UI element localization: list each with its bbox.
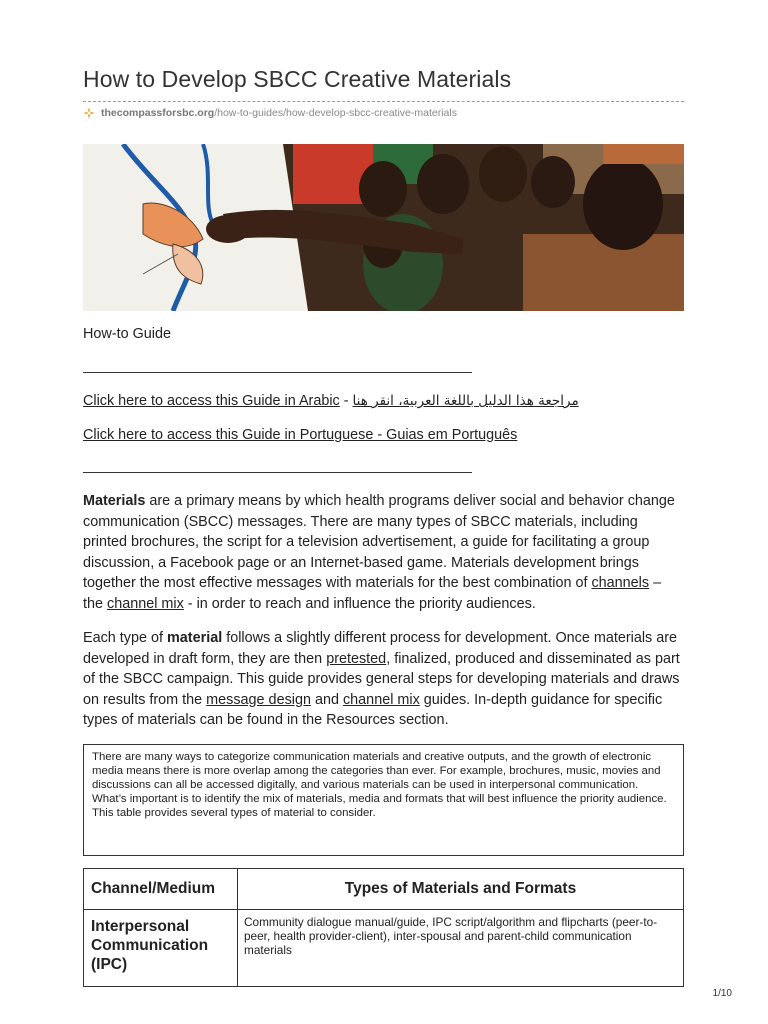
portuguese-guide-line <box>83 425 684 446</box>
message-design-link[interactable]: message design <box>206 691 311 708</box>
channels-link[interactable]: channels <box>591 575 650 591</box>
note-box: There are many ways to categorize communication materials and creative outputs, and the growth of electronic media means there is more overlap among the categories than ever. For example, brochures, music, movies and discussions can all be accessed digitally, and various materials can be used in interpersonal communication. What’s important is to identify the mix of materials, media and formats that will best influence the priority audience. This table provides several types of material to consider. <box>83 744 684 856</box>
page-number: 1/10 <box>712 988 732 999</box>
cell-channel: Interpersonal Communication (IPC) <box>84 910 238 987</box>
hero-image <box>83 144 684 311</box>
source-url[interactable] <box>83 107 457 119</box>
column-header-types: Types of Materials and Formats <box>238 869 684 910</box>
paragraph-materials: Materials are a primary means by which health programs deliver social and behavior change communication (SBCC) messages. There are many types of SBCC materials, including printed brochures, the script for a television advertisement, a guide for facilitating a group discussion, a Facebook page or an Internet-based game. Materials development brings together the most effective messages with materials for the best combination of channels – the channel mix - in order to reach and influence the priority audiences. <box>83 493 675 612</box>
table-row <box>84 910 684 987</box>
separator-line <box>83 472 472 473</box>
page-title: How to Develop SBCC Creative Materials <box>83 66 512 92</box>
guide-type-label: How-to Guide <box>83 326 171 342</box>
materials-table <box>83 868 684 987</box>
column-header-channel: Channel/Medium <box>84 869 238 910</box>
compass-star-icon <box>83 107 95 119</box>
bold-term: material <box>167 630 223 646</box>
separator-line <box>83 372 472 373</box>
url-path: /how-to-guides/how-develop-sbcc-creative-materials <box>214 107 457 119</box>
channel-mix-link[interactable]: channel mix <box>342 691 420 708</box>
arabic-native-link[interactable]: مراجعة هذا الدليل باللغة العربية، انقر هنا <box>352 393 579 409</box>
link-separator: - <box>339 393 353 409</box>
table-header-row <box>84 869 684 910</box>
pretested-link[interactable]: pretested <box>326 650 387 667</box>
arabic-guide-link[interactable]: Click here to access this Guide in Arabic <box>83 393 340 409</box>
cell-types: Community dialogue manual/guide, IPC script/algorithm and flipcharts (peer-to-peer, health provider-client), inter-spousal and parent-child communication materials <box>238 910 684 987</box>
url-domain: thecompassforsbc.org <box>101 107 215 119</box>
portuguese-guide-link[interactable]: Click here to access this Guide in Portuguese - Guias em Português <box>83 427 518 443</box>
channel-mix-link[interactable]: channel mix <box>107 595 184 612</box>
paragraph-process: Each type of material follows a slightly different process for development. Once materials are developed in draft form, they are then pretested, finalized, produced and disseminated as part of the SBCC campaign. This guide provides general steps for developing materials and draws on results from the message design and channel mix guides. In-depth guidance for specific types of materials can be found in the Resources section. <box>83 630 680 728</box>
title-divider <box>83 101 684 102</box>
bold-term: Materials <box>83 493 146 509</box>
arabic-guide-line <box>83 391 684 412</box>
